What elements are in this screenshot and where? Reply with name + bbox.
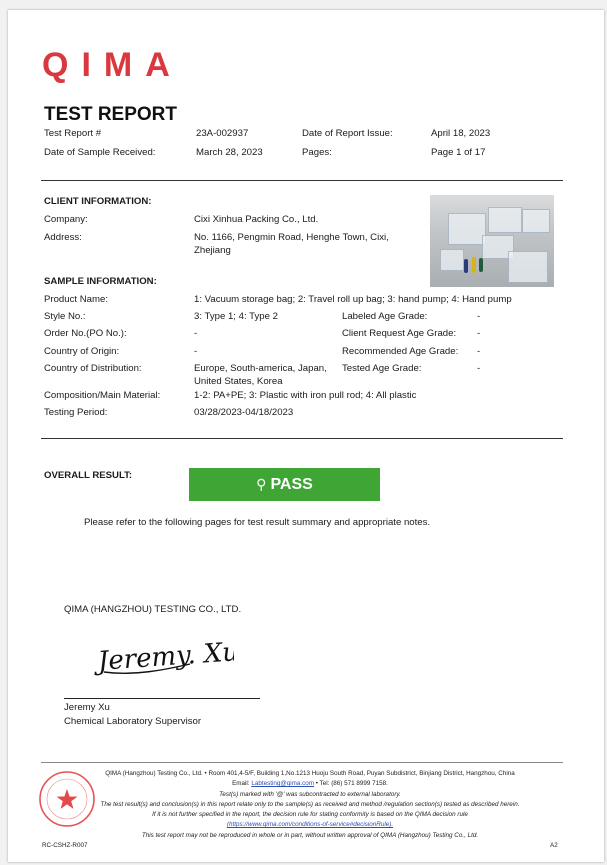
signatory-role: Chemical Laboratory Supervisor [64, 716, 202, 727]
page-code: A2 [550, 842, 558, 849]
tested-age-label: Tested Age Grade: [342, 363, 422, 374]
lab-name: QIMA (HANGZHOU) TESTING CO., LTD. [64, 604, 242, 615]
form-code: RC-CSHZ-R007 [42, 842, 88, 849]
report-page [8, 10, 604, 862]
pages-label: Pages: [302, 147, 332, 158]
company-seal [38, 770, 96, 828]
composition-value: 1-2: PA+PE; 3: Plastic with iron pull rod; 4: All plastic [194, 390, 417, 401]
qima-logo: QIMA [42, 46, 183, 84]
distribution-line-2: United States, Korea [194, 376, 283, 387]
product-name-label: Product Name: [44, 294, 108, 305]
company-label: Company: [44, 214, 88, 225]
origin-label: Country of Origin: [44, 346, 120, 357]
reproduction-note: This test report may not be reproduced in whole or in part, without written approval of QIMA (Hangzhou) Testing Co., Ltd. [141, 832, 479, 839]
email-link[interactable]: Labtesting@qima.com [251, 780, 315, 787]
address-line-1: No. 1166, Pengmin Road, Henghe Town, Cixi, [194, 232, 389, 243]
issue-date-label: Date of Report Issue: [302, 128, 393, 139]
address-label: Address: [44, 232, 82, 243]
disclaimer-line-2: If it is not further specified in the report, the decision rule for stating conformity is based on the QIMA decision rule [152, 811, 468, 818]
client-age-label: Client Request Age Grade: [342, 328, 457, 339]
signature [94, 630, 234, 680]
subcontract-note: Test(s) marked with '@' was subcontracted to external laboratory. [219, 791, 401, 798]
tested-age-value: - [477, 363, 481, 374]
issue-date-value: April 18, 2023 [431, 128, 491, 139]
client-age-value: - [477, 328, 481, 339]
result-note: Please refer to the following pages for test result summary and appropriate notes. [84, 517, 431, 528]
footer-divider [41, 762, 563, 763]
report-title: TEST REPORT [44, 104, 178, 125]
distribution-label: Country of Distribution: [44, 363, 142, 374]
test-report-number: 23A-002937 [196, 128, 249, 139]
order-no-value: - [194, 328, 198, 339]
product-name-value: 1: Vacuum storage bag; 2: Travel roll up bag; 3: hand pump; 4: Hand pump [194, 294, 512, 305]
recommended-age-label: Recommended Age Grade: [342, 346, 459, 357]
style-no-label: Style No.: [44, 311, 86, 322]
sample-photo [430, 195, 554, 287]
address-line-2: Zhejiang [194, 245, 231, 256]
origin-value: - [194, 346, 198, 357]
overall-result-heading: OVERALL RESULT: [44, 470, 133, 481]
composition-label: Composition/Main Material: [44, 390, 161, 401]
divider [41, 438, 563, 439]
test-report-label: Test Report # [44, 128, 102, 139]
testing-period-value: 03/28/2023-04/18/2023 [194, 407, 294, 418]
style-no-value: 3: Type 1; 4: Type 2 [194, 311, 278, 322]
recommended-age-value: - [477, 346, 481, 357]
received-date-label: Date of Sample Received: [44, 147, 156, 158]
magnifier-icon: ⚲ [256, 476, 267, 492]
svg-text:Jeremy. Xu: Jeremy. Xu [96, 637, 234, 677]
signatory-name: Jeremy Xu [64, 702, 110, 713]
pass-badge [189, 468, 380, 501]
received-date-value: March 28, 2023 [196, 147, 263, 158]
pass-text: PASS [270, 475, 313, 493]
divider [41, 180, 563, 181]
client-heading: CLIENT INFORMATION: [44, 196, 152, 207]
order-no-label: Order No.(PO No.): [44, 328, 127, 339]
disclaimer-line-1: The test result(s) and conclusion(s) in this report relate only to the sample(s) as received and method /regulation section(s) tested as described herein. [100, 801, 520, 808]
company-value: Cixi Xinhua Packing Co., Ltd. [194, 214, 319, 225]
signature-line [64, 698, 260, 699]
decision-rule-link[interactable]: (https://www.qima.com/conditions-of-service#decisionRule). [226, 821, 394, 828]
footer-address: QIMA (Hangzhou) Testing Co., Ltd. • Room 401,4-5/F, Building 1,No.1213 Huoju South Road, Puyan Subdistrict, Binjiang District, Hangzhou, China [105, 770, 515, 777]
labeled-age-label: Labeled Age Grade: [342, 311, 428, 322]
sample-heading: SAMPLE INFORMATION: [44, 276, 157, 287]
pages-value: Page 1 of 17 [431, 147, 486, 158]
labeled-age-value: - [477, 311, 481, 322]
footer-contact: Email: Labtesting@qima.com • Tel: (86) 571 8999 7158. [232, 780, 388, 787]
distribution-line-1: Europe, South-america, Japan, [194, 363, 327, 374]
testing-period-label: Testing Period: [44, 407, 108, 418]
